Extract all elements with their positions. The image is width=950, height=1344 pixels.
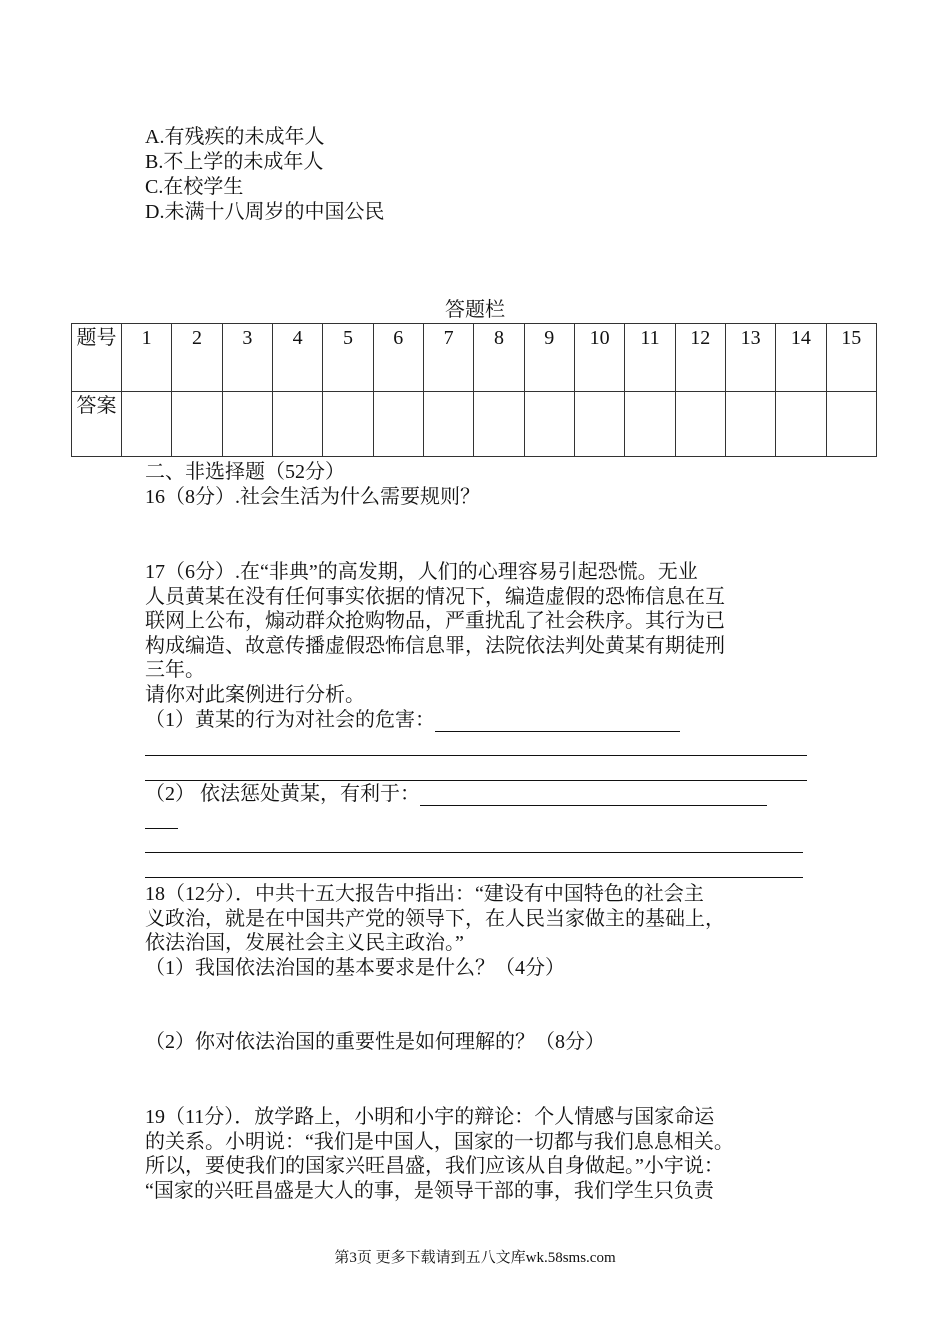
question-17-line: 构成编造、故意传播虚假恐怖信息罪，法院依法判处黄某有期徒刑 (145, 635, 725, 657)
question-number-cell: 3 (222, 324, 272, 392)
option-d: D.未满十八周岁的中国公民 (145, 201, 385, 223)
answer-cell[interactable] (323, 391, 373, 457)
question-19-line: “国家的兴旺昌盛是大人的事，是领导干部的事，我们学生只负责 (145, 1180, 714, 1202)
answer-cell[interactable] (122, 391, 172, 457)
question-17-line: 三年。 (145, 659, 205, 681)
answer-cell[interactable] (222, 391, 272, 457)
answer-cell[interactable] (272, 391, 322, 457)
answer-cell[interactable] (524, 391, 574, 457)
answer-line[interactable] (145, 852, 803, 853)
answer-cell[interactable] (172, 391, 222, 457)
question-number-cell: 4 (272, 324, 322, 392)
row-label-answer: 答案 (72, 391, 122, 457)
answer-line[interactable] (145, 828, 178, 829)
question-number-cell: 9 (524, 324, 574, 392)
question-number-cell: 2 (172, 324, 222, 392)
question-18-line: 依法治国，发展社会主义民主政治。” (145, 932, 464, 954)
option-b: B.不上学的未成年人 (145, 151, 324, 173)
answer-table-title: 答题栏 (445, 299, 505, 321)
answer-blank[interactable] (435, 711, 680, 732)
question-18-line: 义政治，就是在中国共产党的领导下，在人民当家做主的基础上， (145, 908, 725, 930)
question-number-cell: 6 (373, 324, 423, 392)
question-17-line: 17（6分）.在“非典”的高发期，人们的心理容易引起恐慌。无业 (145, 561, 698, 583)
question-number-cell: 1 (122, 324, 172, 392)
question-number-row (72, 324, 877, 392)
answer-table (71, 323, 877, 457)
answer-cell[interactable] (725, 391, 775, 457)
question-17-sub-2-text: （2） 依法惩处黄某，有利于： (145, 783, 420, 805)
row-label-question-number: 题号 (72, 324, 122, 392)
question-17-sub-1-text: （1）黄某的行为对社会的危害： (145, 709, 435, 731)
question-16: 16（8分）.社会生活为什么需要规则？ (145, 486, 480, 508)
question-number-cell: 13 (725, 324, 775, 392)
question-19-line: 的关系。小明说：“我们是中国人，国家的一切都与我们息息相关。 (145, 1131, 734, 1153)
question-18-line: 18（12分）．中共十五大报告中指出：“建设有中国特色的社会主 (145, 883, 704, 905)
option-c: C.在校学生 (145, 176, 244, 198)
question-number-cell: 15 (826, 324, 876, 392)
answer-cell[interactable] (625, 391, 675, 457)
answer-line[interactable] (145, 877, 803, 878)
question-19-line: 所以，要使我们的国家兴旺昌盛，我们应该从自身做起。”小宇说： (145, 1155, 724, 1177)
question-number-cell: 11 (625, 324, 675, 392)
answer-cell[interactable] (574, 391, 624, 457)
option-a: A.有残疾的未成年人 (145, 126, 325, 148)
question-number-cell: 12 (675, 324, 725, 392)
answer-cell[interactable] (423, 391, 473, 457)
question-number-cell: 8 (474, 324, 524, 392)
question-17-line: 请你对此案例进行分析。 (145, 684, 365, 706)
answer-line[interactable] (145, 780, 807, 781)
answer-line[interactable] (145, 755, 807, 756)
answer-row (72, 391, 877, 457)
question-18-sub-1: （1）我国依法治国的基本要求是什么？（4分） (145, 957, 565, 979)
question-number-cell: 7 (423, 324, 473, 392)
question-18-sub-2: （2）你对依法治国的重要性是如何理解的？（8分） (145, 1031, 605, 1053)
question-17-sub-2 (145, 782, 767, 806)
question-17-sub-1 (145, 708, 680, 732)
question-number-cell: 14 (776, 324, 826, 392)
section-heading: 二、非选择题（52分） (145, 461, 345, 483)
answer-blank[interactable] (420, 785, 767, 806)
page-footer: 第3页 更多下载请到五八文库wk.58sms.com (334, 1250, 616, 1266)
question-17-line: 人员黄某在没有任何事实依据的情况下，编造虚假的恐怖信息在互 (145, 586, 725, 608)
answer-cell[interactable] (826, 391, 876, 457)
answer-cell[interactable] (675, 391, 725, 457)
question-19-line: 19（11分）．放学路上，小明和小宇的辩论：个人情感与国家命运 (145, 1106, 715, 1128)
answer-cell[interactable] (776, 391, 826, 457)
question-number-cell: 5 (323, 324, 373, 392)
answer-cell[interactable] (373, 391, 423, 457)
answer-cell[interactable] (474, 391, 524, 457)
question-17-line: 联网上公布，煽动群众抢购物品，严重扰乱了社会秩序。其行为已 (145, 610, 725, 632)
question-number-cell: 10 (574, 324, 624, 392)
